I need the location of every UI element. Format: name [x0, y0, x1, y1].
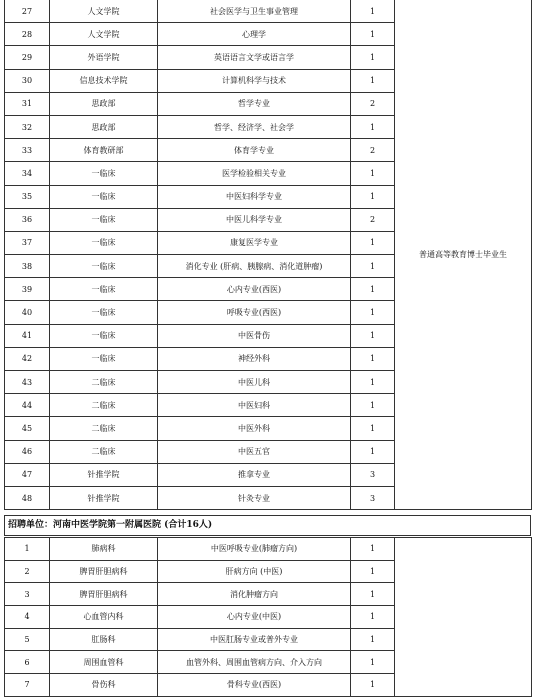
specialty-cell: 推拿专业	[158, 463, 351, 486]
headcount-cell: 1	[351, 185, 395, 208]
recruitment-table-bottom-body	[5, 538, 532, 697]
headcount-cell: 1	[351, 538, 395, 561]
headcount-cell: 1	[351, 301, 395, 324]
row-number-cell: 33	[5, 139, 50, 162]
specialty-cell: 医学检验相关专业	[158, 162, 351, 185]
headcount-cell: 1	[351, 23, 395, 46]
row-number-cell: 1	[5, 538, 50, 561]
department-cell: 二临床	[50, 417, 158, 440]
headcount-cell: 1	[351, 115, 395, 138]
department-cell: 一临床	[50, 208, 158, 231]
table-row	[5, 538, 532, 561]
specialty-cell: 体育学专业	[158, 139, 351, 162]
row-number-cell: 47	[5, 463, 50, 486]
recruiting-unit-heading: 招聘单位：河南中医学院第一附属医院 (合计16人)	[4, 515, 531, 536]
headcount-cell: 1	[351, 417, 395, 440]
specialty-cell: 消化专业 (肝病、胰腺病、消化道肿瘤)	[158, 255, 351, 278]
headcount-cell: 1	[351, 628, 395, 651]
row-number-cell: 38	[5, 255, 50, 278]
row-number-cell: 36	[5, 208, 50, 231]
row-number-cell: 31	[5, 92, 50, 115]
row-number-cell: 3	[5, 583, 50, 606]
row-number-cell: 48	[5, 486, 50, 509]
headcount-cell: 2	[351, 139, 395, 162]
requirement-cell: 普通高等教育博士毕业生	[395, 0, 532, 510]
headcount-cell: 1	[351, 46, 395, 69]
row-number-cell: 2	[5, 560, 50, 583]
department-cell: 针推学院	[50, 486, 158, 509]
department-cell: 脾胃肝胆病科	[50, 560, 158, 583]
headcount-cell: 1	[351, 440, 395, 463]
department-cell: 一临床	[50, 255, 158, 278]
headcount-cell: 1	[351, 371, 395, 394]
row-number-cell: 32	[5, 115, 50, 138]
department-cell: 一临床	[50, 347, 158, 370]
row-number-cell: 44	[5, 394, 50, 417]
department-cell: 一临床	[50, 231, 158, 254]
row-number-cell: 43	[5, 371, 50, 394]
specialty-cell: 骨科专业(西医)	[158, 674, 351, 697]
specialty-cell: 肝病方向 (中医)	[158, 560, 351, 583]
headcount-cell: 1	[351, 560, 395, 583]
specialty-cell: 中医外科	[158, 417, 351, 440]
specialty-cell: 血管外科、周围血管病方向、介入方向	[158, 651, 351, 674]
headcount-cell: 3	[351, 463, 395, 486]
row-number-cell: 28	[5, 23, 50, 46]
headcount-cell: 1	[351, 347, 395, 370]
headcount-cell: 1	[351, 651, 395, 674]
specialty-cell: 康复医学专业	[158, 231, 351, 254]
headcount-cell: 1	[351, 324, 395, 347]
headcount-cell: 1	[351, 674, 395, 697]
row-number-cell: 46	[5, 440, 50, 463]
department-cell: 心血管内科	[50, 606, 158, 629]
headcount-cell: 1	[351, 0, 395, 23]
department-cell: 外语学院	[50, 46, 158, 69]
department-cell: 一临床	[50, 324, 158, 347]
headcount-cell: 2	[351, 208, 395, 231]
row-number-cell: 5	[5, 628, 50, 651]
specialty-cell: 中医肛肠专业或普外专业	[158, 628, 351, 651]
department-cell: 思政部	[50, 115, 158, 138]
specialty-cell: 中医呼吸专业(肺瘤方向)	[158, 538, 351, 561]
headcount-cell: 3	[351, 486, 395, 509]
department-cell: 体育教研部	[50, 139, 158, 162]
department-cell: 人文学院	[50, 23, 158, 46]
headcount-cell: 1	[351, 162, 395, 185]
department-cell: 一临床	[50, 162, 158, 185]
row-number-cell: 6	[5, 651, 50, 674]
row-number-cell: 34	[5, 162, 50, 185]
specialty-cell: 针灸专业	[158, 486, 351, 509]
row-number-cell: 7	[5, 674, 50, 697]
department-cell: 思政部	[50, 92, 158, 115]
headcount-cell: 1	[351, 583, 395, 606]
row-number-cell: 27	[5, 0, 50, 23]
recruitment-table-top-body	[5, 0, 532, 510]
department-cell: 针推学院	[50, 463, 158, 486]
specialty-cell: 心理学	[158, 23, 351, 46]
row-number-cell: 41	[5, 324, 50, 347]
row-number-cell: 30	[5, 69, 50, 92]
headcount-cell: 1	[351, 278, 395, 301]
department-cell: 周围血管科	[50, 651, 158, 674]
row-number-cell: 40	[5, 301, 50, 324]
headcount-cell: 2	[351, 92, 395, 115]
specialty-cell: 中医妇科学专业	[158, 185, 351, 208]
specialty-cell: 心内专业(西医)	[158, 278, 351, 301]
department-cell: 一临床	[50, 278, 158, 301]
row-number-cell: 37	[5, 231, 50, 254]
table-row	[5, 0, 532, 23]
specialty-cell: 心内专业(中医)	[158, 606, 351, 629]
department-cell: 人文学院	[50, 0, 158, 23]
department-cell: 一临床	[50, 185, 158, 208]
department-cell: 肛肠科	[50, 628, 158, 651]
specialty-cell: 呼吸专业(西医)	[158, 301, 351, 324]
department-cell: 二临床	[50, 371, 158, 394]
specialty-cell: 中医骨伤	[158, 324, 351, 347]
row-number-cell: 45	[5, 417, 50, 440]
recruitment-table-top	[4, 0, 532, 510]
specialty-cell: 英语语言文学或语言学	[158, 46, 351, 69]
row-number-cell: 4	[5, 606, 50, 629]
specialty-cell: 消化肿瘤方向	[158, 583, 351, 606]
recruitment-table-bottom	[4, 537, 532, 697]
requirement-cell-empty	[395, 538, 532, 697]
specialty-cell: 中医五官	[158, 440, 351, 463]
department-cell: 一临床	[50, 301, 158, 324]
specialty-cell: 社会医学与卫生事业管理	[158, 0, 351, 23]
department-cell: 信息技术学院	[50, 69, 158, 92]
row-number-cell: 29	[5, 46, 50, 69]
specialty-cell: 哲学专业	[158, 92, 351, 115]
department-cell: 肺病科	[50, 538, 158, 561]
specialty-cell: 中医儿科学专业	[158, 208, 351, 231]
specialty-cell: 中医妇科	[158, 394, 351, 417]
row-number-cell: 35	[5, 185, 50, 208]
headcount-cell: 1	[351, 394, 395, 417]
row-number-cell: 42	[5, 347, 50, 370]
specialty-cell: 哲学、经济学、社会学	[158, 115, 351, 138]
headcount-cell: 1	[351, 69, 395, 92]
headcount-cell: 1	[351, 255, 395, 278]
row-number-cell: 39	[5, 278, 50, 301]
specialty-cell: 计算机科学与技术	[158, 69, 351, 92]
specialty-cell: 神经外科	[158, 347, 351, 370]
headcount-cell: 1	[351, 231, 395, 254]
department-cell: 脾胃肝胆病科	[50, 583, 158, 606]
department-cell: 二临床	[50, 394, 158, 417]
specialty-cell: 中医儿科	[158, 371, 351, 394]
department-cell: 二临床	[50, 440, 158, 463]
department-cell: 骨伤科	[50, 674, 158, 697]
headcount-cell: 1	[351, 606, 395, 629]
